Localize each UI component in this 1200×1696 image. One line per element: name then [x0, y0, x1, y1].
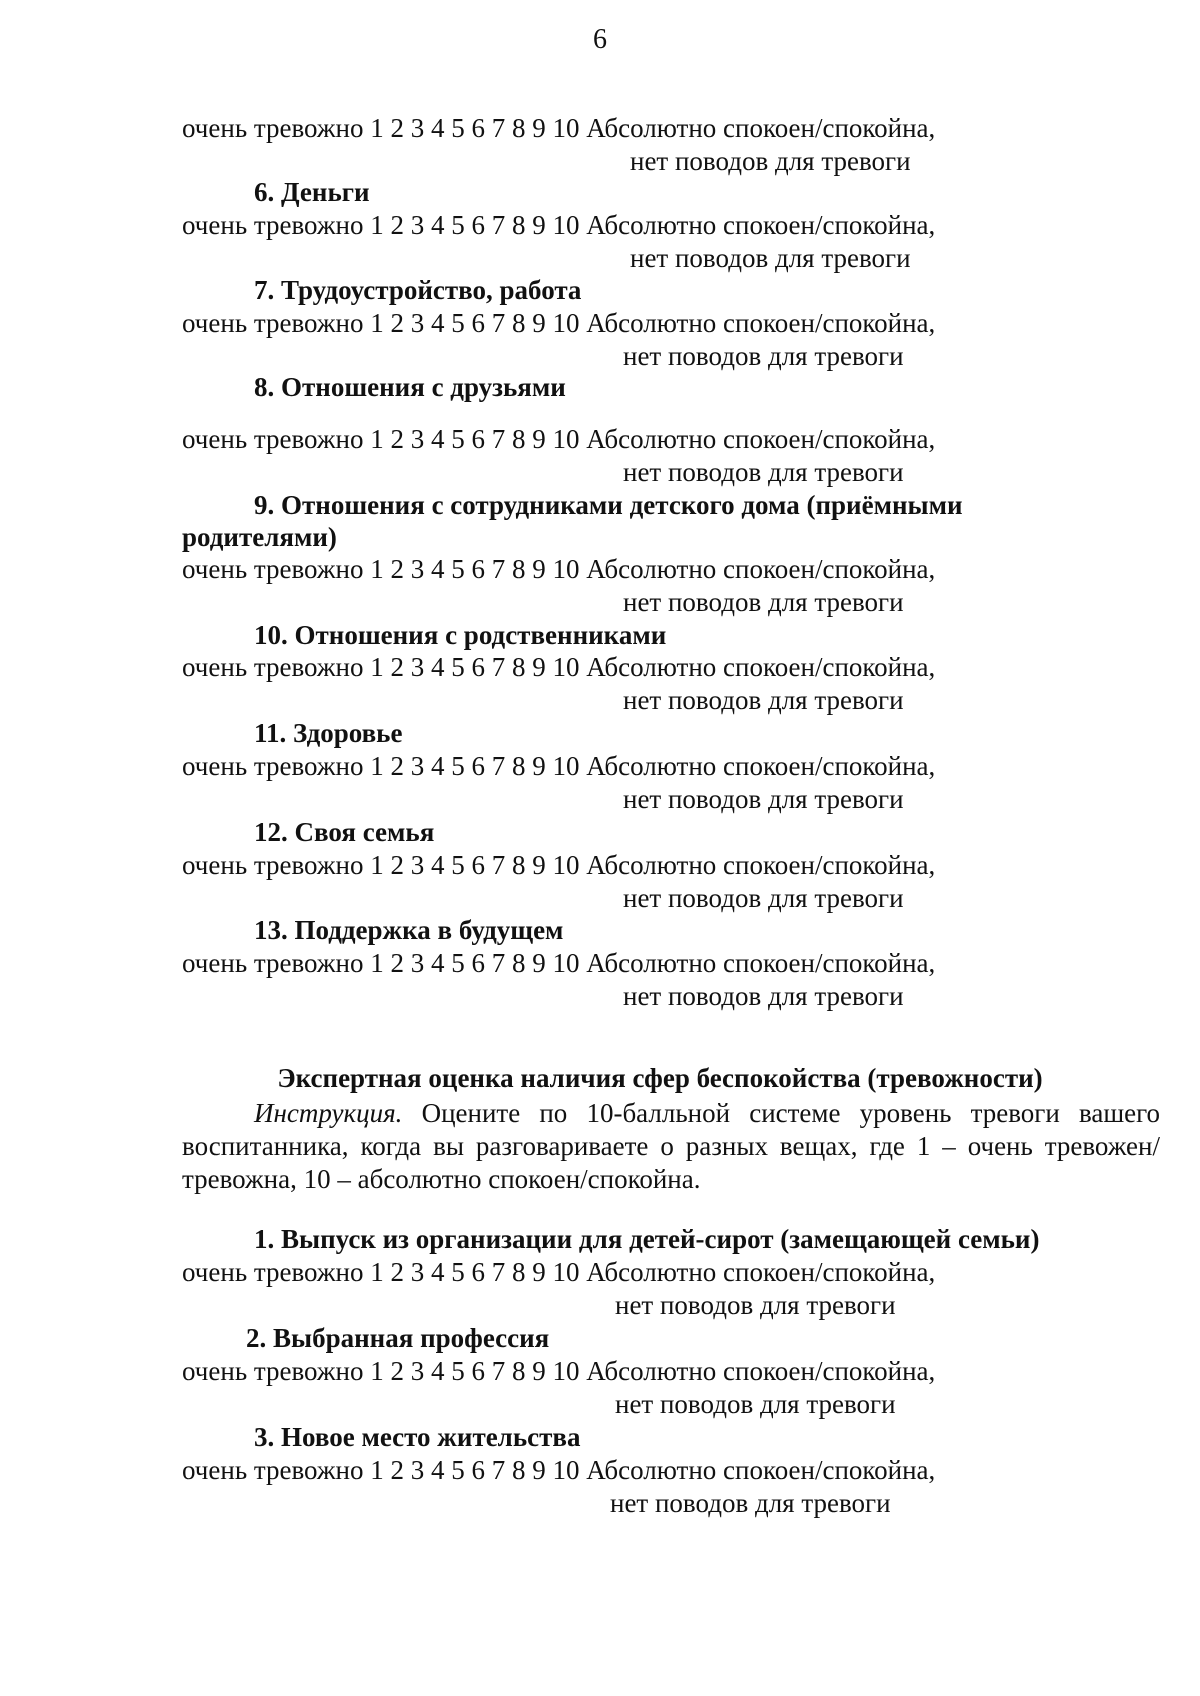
- rating-scale: очень тревожно 1 2 3 4 5 6 7 8 9 10 Абсолютно спокоен/спокойна,: [182, 1356, 936, 1386]
- item-heading: 1. Выпуск из организации для детей-сирот (замещающей семьи): [254, 1224, 1040, 1254]
- rating-scale: очень тревожно 1 2 3 4 5 6 7 8 9 10 Абсолютно спокоен/спокойна,: [182, 113, 936, 143]
- section-title: Экспертная оценка наличия сфер беспокойства (тревожности): [277, 1063, 1043, 1093]
- rating-scale-tail: нет поводов для тревоги: [623, 685, 904, 715]
- rating-scale: очень тревожно 1 2 3 4 5 6 7 8 9 10 Абсолютно спокоен/спокойна,: [182, 1455, 936, 1485]
- item-heading: 8. Отношения с друзьями: [254, 372, 566, 402]
- rating-scale: очень тревожно 1 2 3 4 5 6 7 8 9 10 Абсолютно спокоен/спокойна,: [182, 850, 936, 880]
- rating-scale-tail: нет поводов для тревоги: [615, 1290, 896, 1320]
- rating-scale: очень тревожно 1 2 3 4 5 6 7 8 9 10 Абсолютно спокоен/спокойна,: [182, 652, 936, 682]
- item-heading: 11. Здоровье: [254, 718, 403, 748]
- rating-scale-tail: нет поводов для тревоги: [623, 587, 904, 617]
- item-heading: 2. Выбранная профессия: [246, 1323, 550, 1353]
- item-heading: 12. Своя семья: [254, 817, 435, 847]
- rating-scale-tail: нет поводов для тревоги: [615, 1389, 896, 1419]
- rating-scale: очень тревожно 1 2 3 4 5 6 7 8 9 10 Абсолютно спокоен/спокойна,: [182, 554, 936, 584]
- item-heading: 3. Новое место жительства: [254, 1422, 581, 1452]
- instruction-paragraph: [182, 1097, 1160, 1196]
- item-heading-continued: родителями): [182, 522, 337, 552]
- rating-scale-tail: нет поводов для тревоги: [630, 146, 911, 176]
- rating-scale: очень тревожно 1 2 3 4 5 6 7 8 9 10 Абсолютно спокоен/спокойна,: [182, 948, 936, 978]
- rating-scale: очень тревожно 1 2 3 4 5 6 7 8 9 10 Абсолютно спокоен/спокойна,: [182, 424, 936, 454]
- item-heading: 7. Трудоустройство, работа: [254, 275, 582, 305]
- rating-scale-tail: нет поводов для тревоги: [610, 1488, 891, 1518]
- instruction-text: Оцените по 10-балльной системе уровень тревоги вашего воспитанника, когда вы разговариваете о разных вещах, где 1 – очень тревожен/тревожна, 10 – абсолютно спокоен/спокойна.: [182, 1098, 1161, 1194]
- page-number: 6: [593, 24, 607, 55]
- rating-scale: очень тревожно 1 2 3 4 5 6 7 8 9 10 Абсолютно спокоен/спокойна,: [182, 210, 936, 240]
- instruction-label: Инструкция.: [254, 1098, 403, 1128]
- rating-scale-tail: нет поводов для тревоги: [623, 457, 904, 487]
- item-heading: 6. Деньги: [254, 177, 370, 207]
- rating-scale: очень тревожно 1 2 3 4 5 6 7 8 9 10 Абсолютно спокоен/спокойна,: [182, 751, 936, 781]
- rating-scale: очень тревожно 1 2 3 4 5 6 7 8 9 10 Абсолютно спокоен/спокойна,: [182, 1257, 936, 1287]
- item-heading: 10. Отношения с родственниками: [254, 620, 667, 650]
- rating-scale-tail: нет поводов для тревоги: [623, 981, 904, 1011]
- rating-scale-tail: нет поводов для тревоги: [630, 243, 911, 273]
- rating-scale-tail: нет поводов для тревоги: [623, 883, 904, 913]
- rating-scale: очень тревожно 1 2 3 4 5 6 7 8 9 10 Абсолютно спокоен/спокойна,: [182, 308, 936, 338]
- item-heading: 9. Отношения с сотрудниками детского дома (приёмными: [254, 490, 963, 520]
- rating-scale-tail: нет поводов для тревоги: [623, 341, 904, 371]
- rating-scale-tail: нет поводов для тревоги: [623, 784, 904, 814]
- item-heading: 13. Поддержка в будущем: [254, 915, 564, 945]
